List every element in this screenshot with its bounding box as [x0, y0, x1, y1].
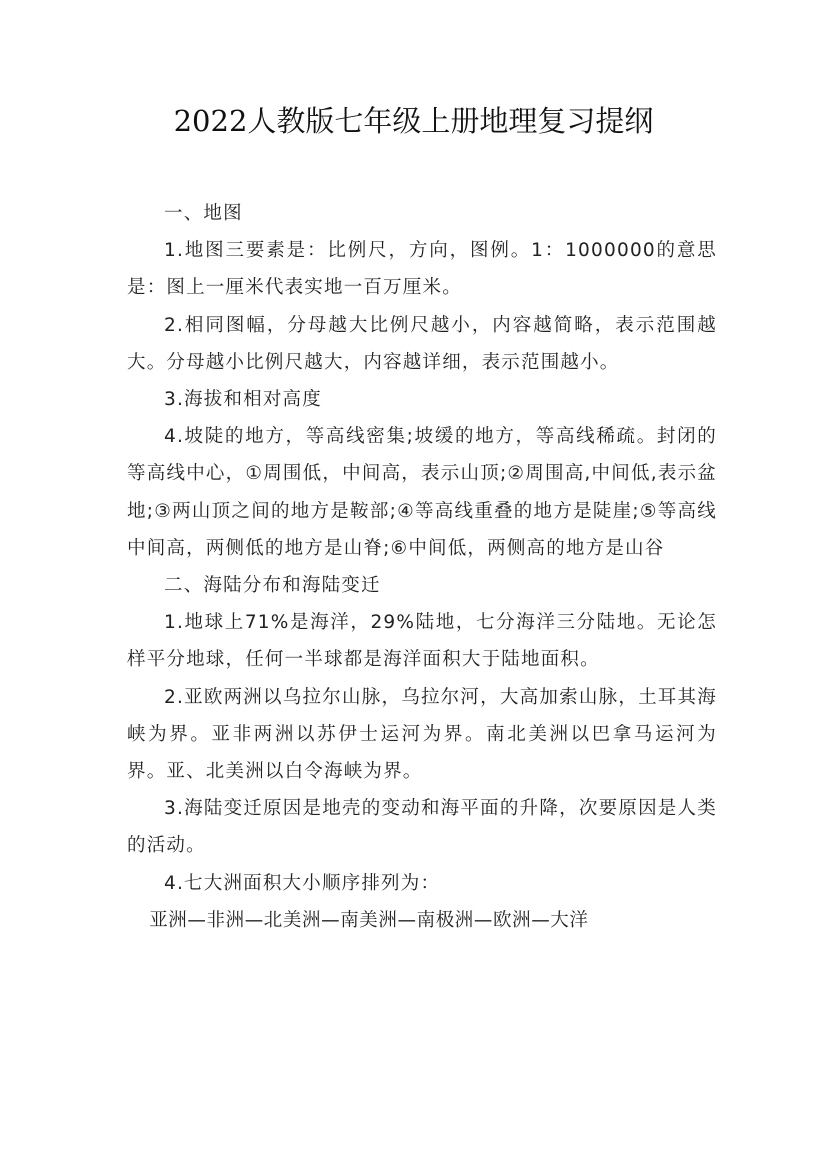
paragraph-scale: 2.相同图幅，分母越大比例尺越小，内容越简略，表示范围越大。分母越小比例尺越大，内容越详细，表示范围越小。 — [127, 314, 717, 373]
paragraph-map-elements: 1.地图三要素是：比例尺，方向，图例。1：1000000的意思是：图上一厘米代表实地一百万厘米。 — [127, 240, 717, 299]
paragraph-land-sea-change: 3.海陆变迁原因是地壳的变动和海平面的升降，次要原因是人类的活动。 — [127, 798, 717, 857]
document-title: 2022人教版七年级上册地理复习提纲 — [173, 104, 654, 138]
paragraph-continent-order: 4.七大洲面积大小顺序排列为： — [164, 872, 441, 894]
section-heading-map: 一、地图 — [164, 203, 243, 224]
paragraph-land-sea-ratio: 1.地球上71%是海洋，29%陆地，七分海洋三分陆地。无论怎样平分地球，任何一半球都是海洋面积大于陆地面积。 — [127, 612, 717, 671]
paragraph-continent-boundaries: 2.亚欧两洲以乌拉尔山脉，乌拉尔河，大高加索山脉，土耳其海峡为界。亚非两洲以苏伊士运河为界。南北美洲以巴拿马运河为界。亚、北美洲以白令海峡为界。 — [127, 686, 717, 783]
paragraph-altitude: 3.海拔和相对高度 — [164, 389, 322, 411]
section-heading-land-sea: 二、海陆分布和海陆变迁 — [164, 575, 381, 597]
document-body — [127, 195, 717, 939]
continent-sequence: 亚洲—非洲—北美洲—南美洲—南极洲—欧洲—大洋 — [149, 909, 589, 931]
paragraph-contour-lines: 4.坡陡的地方，等高线密集;坡缓的地方，等高线稀疏。封闭的等高线中心，①周围低，中间高，表示山顶;②周围高,中间低,表示盆地;③两山顶之间的地方是鞍部;④等高线重叠的地方是陡崖;⑤等高线中间高，两侧低的地方是山脊;⑥中间低，两侧高的地方是山谷 — [127, 426, 717, 559]
